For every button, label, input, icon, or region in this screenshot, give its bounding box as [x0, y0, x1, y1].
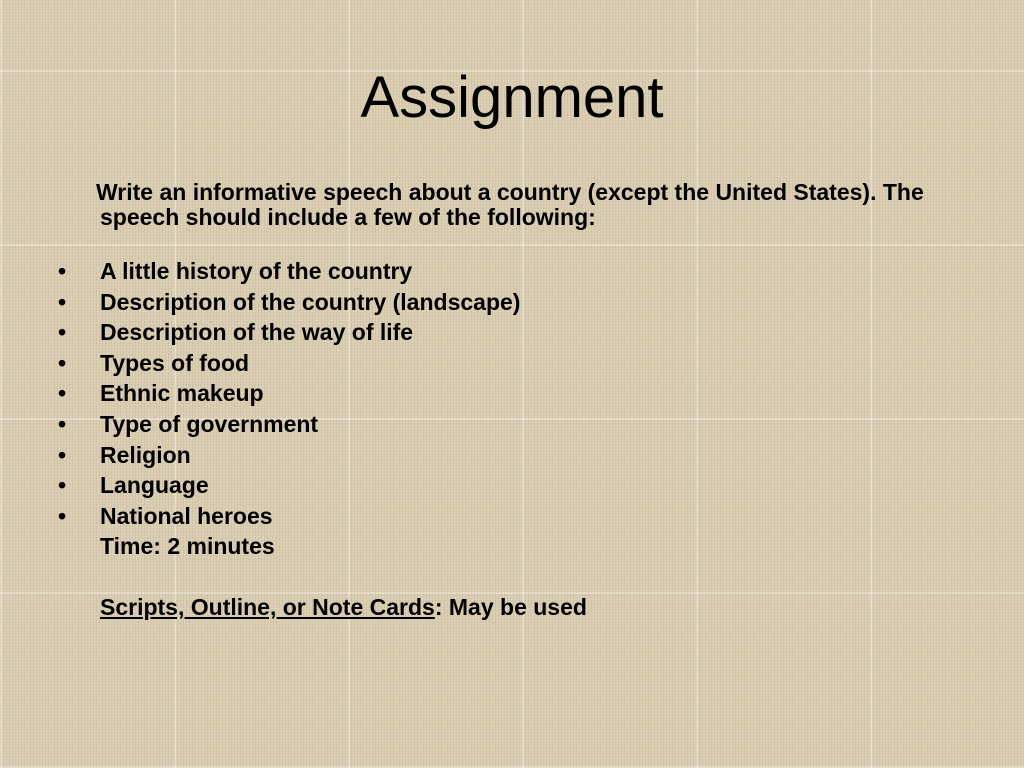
scripts-note-rest: : May be used [434, 593, 587, 620]
list-item-text: Ethnic makeup [100, 380, 264, 407]
list-item-text: Description of the country (landscape) [100, 288, 521, 315]
time-limit: Time: 2 minutes [100, 533, 275, 560]
list-item-text: Types of food [100, 349, 250, 376]
list-item [58, 317, 958, 348]
bullet-icon: • [58, 380, 67, 407]
bullet-icon: • [58, 258, 67, 284]
topic-list [58, 256, 958, 531]
bullet-icon: • [58, 472, 67, 499]
list-item [58, 256, 958, 287]
list-item [58, 378, 958, 409]
list-item-text: Language [100, 472, 209, 499]
intro-paragraph: Write an informative speech about a country (except the United States). The speech should include a few of the following: [96, 179, 924, 230]
scripts-note [100, 592, 958, 622]
slide-title: Assignment [360, 65, 664, 130]
bullet-icon: • [58, 410, 67, 437]
list-item [58, 440, 958, 471]
list-item-text: Religion [100, 441, 191, 468]
bullet-icon: • [58, 502, 67, 529]
slide-body [58, 180, 958, 622]
scripts-note-underlined: Scripts, Outline, or Note Cards [100, 593, 435, 620]
bullet-icon: • [58, 441, 67, 468]
list-item [58, 470, 958, 501]
bullet-icon: • [58, 349, 67, 376]
list-item-text: National heroes [100, 502, 273, 529]
list-item [58, 501, 958, 532]
list-item [58, 287, 958, 318]
list-item [58, 409, 958, 440]
bullet-icon: • [58, 319, 67, 346]
list-item-text: Type of government [100, 410, 319, 437]
bullet-icon: • [58, 288, 67, 315]
list-item [58, 348, 958, 379]
list-item-text: Description of the way of life [100, 319, 414, 346]
list-item-text: A little history of the country [100, 258, 413, 284]
